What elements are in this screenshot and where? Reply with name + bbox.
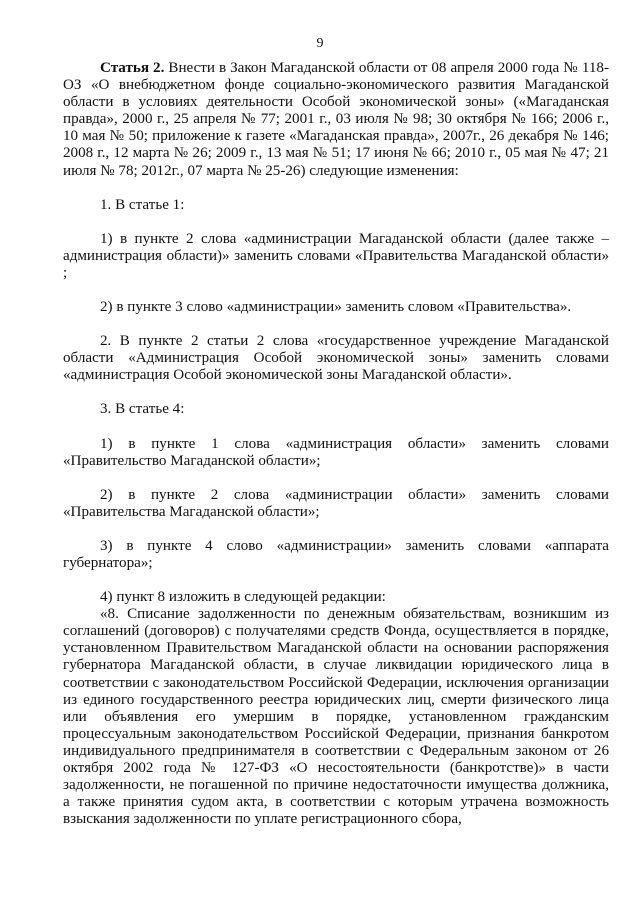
paragraph: 1) в пункте 2 слова «администрации Магаданской области (далее также – администрация области)» заменить словами «Правительства Магаданской области» ; xyxy=(63,230,609,281)
paragraph: 2) в пункте 3 слово «администрации» заменить словом «Правительства». xyxy=(100,299,572,316)
paragraph: 3. В статье 4: xyxy=(100,401,185,418)
paragraph: 4) пункт 8 изложить в следующей редакции: xyxy=(100,589,386,606)
paragraph: 3) в пункте 4 слово «администрации» заменить словами «аппарата губернатора»; xyxy=(63,537,609,571)
paragraph: 1) в пункте 1 слова «администрация области» заменить словами «Правительство Магаданской области»; xyxy=(63,435,609,469)
paragraph: 2. В пункте 2 статьи 2 слова «государственное учреждение Магаданской области «Администрация Особой экономической зоны» заменить словами «администрация Особой экономической зоны Магаданской области». xyxy=(63,333,609,384)
article-intro-text: Внести в Закон Магаданской области от 08 апреля 2000 года № 118-ОЗ «О внебюджетном фонде социально-экономического развития Магаданской области в условиях деятельности Особой экономической зоны» («Магаданская правда», 2000 г., 25 апреля № 77; 2001 г., 03 июля № 98; 30 октября № 166; 2006 г., 10 мая № 50; приложение к газете «Магаданская правда», 2007г., 26 декабря № 146; 2008 г., 12 марта № 26; 2009 г., 13 мая № 51; 17 июня № 66; 2010 г., 05 мая № 47; 21 июля № 78; 2012г., 07 марта № 25-26) следующие изменения: xyxy=(63,60,610,179)
article-heading: Статья 2. xyxy=(100,60,165,76)
paragraph: «8. Списание задолженности по денежным обязательствам, возникшим из соглашений (договоров) с получателями средств Фонда, осуществляется в порядке, установленном Правительством Магаданской области на основании распоряжения губернатора Магаданской области, в случае ликвидации юридического лица в соответствии с законодательством Российской Федерации, исключения организации из единого государственного реестра юридических лиц, смерти физического лица или объявления его умершим в порядке, установленном гражданским процессуальным законодательством Российской Федерации, признания банкротом индивидуального предпринимателя в соответствии с Федеральным законом от 26 октября 2002 года № 127-ФЗ «О несостоятельности (банкротстве)» в части задолженности, не погашенной по причине недостаточности имущества должника, а также принятия судом акта, в соответствии с которым утрачена возможность взыскания задолженности по уплате регистрационного сбора, xyxy=(63,606,609,828)
article-intro xyxy=(63,60,609,180)
paragraph: 2) в пункте 2 слова «администрации области» заменить словами «Правительства Магаданской области»; xyxy=(63,486,609,520)
paragraph: 1. В статье 1: xyxy=(100,196,185,213)
page-number: 9 xyxy=(316,36,324,51)
document-body xyxy=(63,60,609,828)
